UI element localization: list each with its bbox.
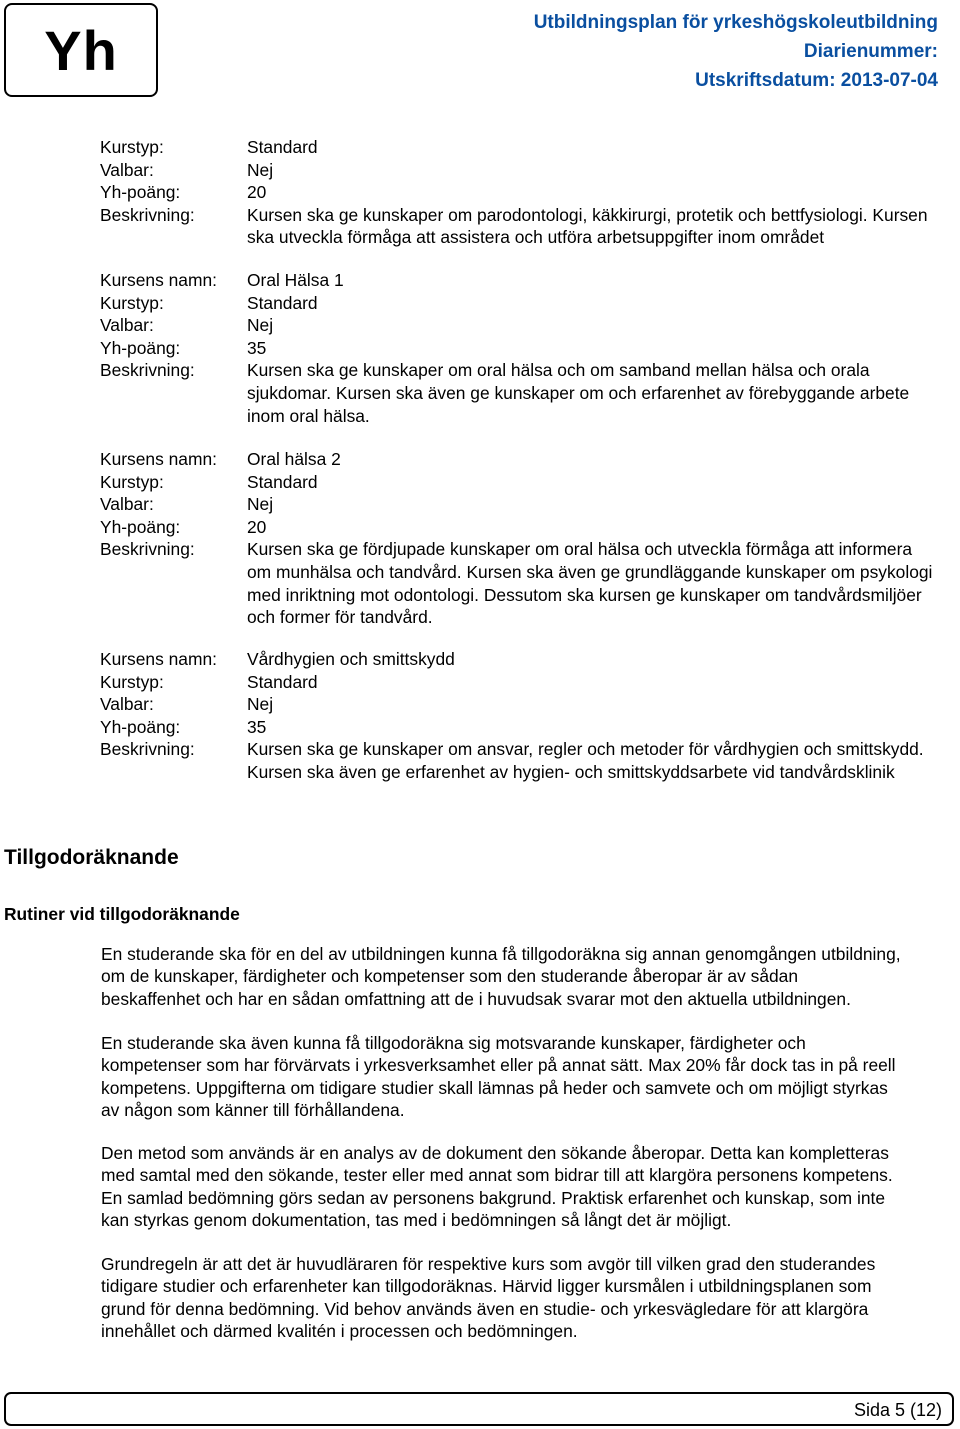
course-description: Kursen ska ge kunskaper om parodontologi, käkkirurgi, protetik och bettfysiologi. Kursen ska utveckla förmåga att assistera och utföra arbetsuppgifter inom området: [247, 204, 928, 248]
course-type: Standard: [247, 137, 318, 157]
course-description: Kursen ska ge fördjupade kunskaper om oral hälsa och utveckla förmåga att informera om munhälsa och tandvård. Kursen ska även ge grundläggande kunskaper om psykologi med inriktning mot odontologi. Dessutom ska kursen ge kunskaper om tandvårdsmiljöer och former för tandvård.: [247, 539, 933, 628]
course-points: 20: [247, 516, 267, 537]
paragraph: Den metod som används är en analys av de dokument den sökande åberopar. Detta kan kompletteras med samtal med den sökande, tester eller med annat som bidrar till att klargöra personens kompetens. En samlad bedömning görs sedan av personens bakgrund. Praktisk erfarenhet och kunskap, som inte kan styrkas genom dokumentation, tas med i bedömningen så långt det är möjligt.: [101, 1143, 893, 1231]
type-label: Kurstyp:: [100, 137, 164, 157]
section-heading: Tillgodoräknande: [4, 846, 179, 869]
document-title: Utbildningsplan för yrkeshögskoleutbildning: [533, 12, 938, 33]
course-type: Standard: [247, 292, 318, 313]
print-date: Utskriftsdatum: 2013-07-04: [695, 70, 938, 91]
course-type: Standard: [247, 671, 318, 692]
logo-text: Yh: [44, 18, 118, 82]
course-optional: Nej: [247, 694, 274, 715]
points-label: Yh-poäng:: [100, 337, 181, 358]
name-label: Kursens namn:: [100, 649, 217, 669]
page-number: Sida 5 (12): [853, 1400, 942, 1420]
name-label: Kursens namn:: [100, 449, 217, 469]
course-description: Kursen ska ge kunskaper om ansvar, regler och metoder för vårdhygien och smittskydd. Kursen ska även ge erfarenhet av hygien- och smittskyddsarbete vid tandvårdsklinik: [247, 739, 924, 782]
course-name: Vårdhygien och smittskydd: [247, 649, 455, 669]
paragraph: En studerande ska även kunna få tillgodoräkna sig motsvarande kunskaper, färdigheter och kompetenser som har förvärvats i yrkesverksamhet eller på annat sätt. Max 20% får dock tas in på reell kompetens. Uppgifterna om tidigare studier skall lämnas på heder och samvete och om möjligt styrkas av någon som känner till förhållandena.: [101, 1033, 896, 1121]
points-label: Yh-poäng:: [100, 716, 181, 737]
points-label: Yh-poäng:: [100, 182, 181, 203]
course-optional: Nej: [247, 494, 274, 515]
course-points: 35: [247, 337, 267, 358]
optional-label: Valbar:: [100, 694, 154, 715]
optional-label: Valbar:: [100, 159, 154, 180]
optional-label: Valbar:: [100, 315, 154, 336]
document-header: [534, 8, 938, 95]
paragraph: En studerande ska för en del av utbildningen kunna få tillgodoräkna sig annan genomgången utbildning, om de kunskaper, färdigheter och kompetenser som den studerande åberopar är av sådan beskaffenhet och har en sådan omfattning att de i huvudsak svarar mot den aktuella utbildningen.: [101, 944, 901, 1009]
course-block: [100, 648, 940, 784]
page-footer: [4, 1392, 954, 1426]
type-label: Kurstyp:: [100, 292, 164, 313]
type-label: Kurstyp:: [100, 471, 164, 492]
course-type: Standard: [247, 471, 318, 492]
description-label: Beskrivning:: [100, 739, 195, 760]
description-label: Beskrivning:: [100, 539, 195, 560]
course-block: [100, 448, 940, 629]
diarienummer-label: Diarienummer:: [803, 41, 938, 62]
type-label: Kurstyp:: [100, 671, 164, 692]
course-points: 20: [247, 182, 267, 203]
optional-label: Valbar:: [100, 494, 154, 515]
course-name: Oral hälsa 2: [247, 449, 341, 469]
paragraph: Grundregeln är att det är huvudläraren för respektive kurs som avgör till vilken grad den studerandes tidigare studier och erfarenheter kan tillgodoräknas. Härvid ligger kursmålen i utbildningsplanen som grund för denna bedömning. Vid behov används även en studie- och yrkesvägledare för att klargöra innehållet och därmed kvalitén i processen och bedömningen.: [101, 1254, 876, 1342]
section-subheading: Rutiner vid tillgodoräknande: [4, 904, 240, 924]
name-label: Kursens namn:: [100, 270, 217, 290]
course-name: Oral Hälsa 1: [247, 270, 344, 290]
course-points: 35: [247, 716, 267, 737]
course-optional: Nej: [247, 159, 274, 180]
course-block: [100, 136, 940, 249]
course-block: [100, 269, 940, 427]
description-label: Beskrivning:: [100, 360, 195, 381]
points-label: Yh-poäng:: [100, 516, 181, 537]
course-optional: Nej: [247, 315, 274, 336]
course-description: Kursen ska ge kunskaper om oral hälsa och om samband mellan hälsa och orala sjukdomar. Kursen ska även ge kunskaper om och erfarenhet av förebyggande arbete inom oral hälsa.: [247, 360, 910, 426]
yh-logo: [4, 3, 158, 97]
description-label: Beskrivning:: [100, 204, 195, 225]
